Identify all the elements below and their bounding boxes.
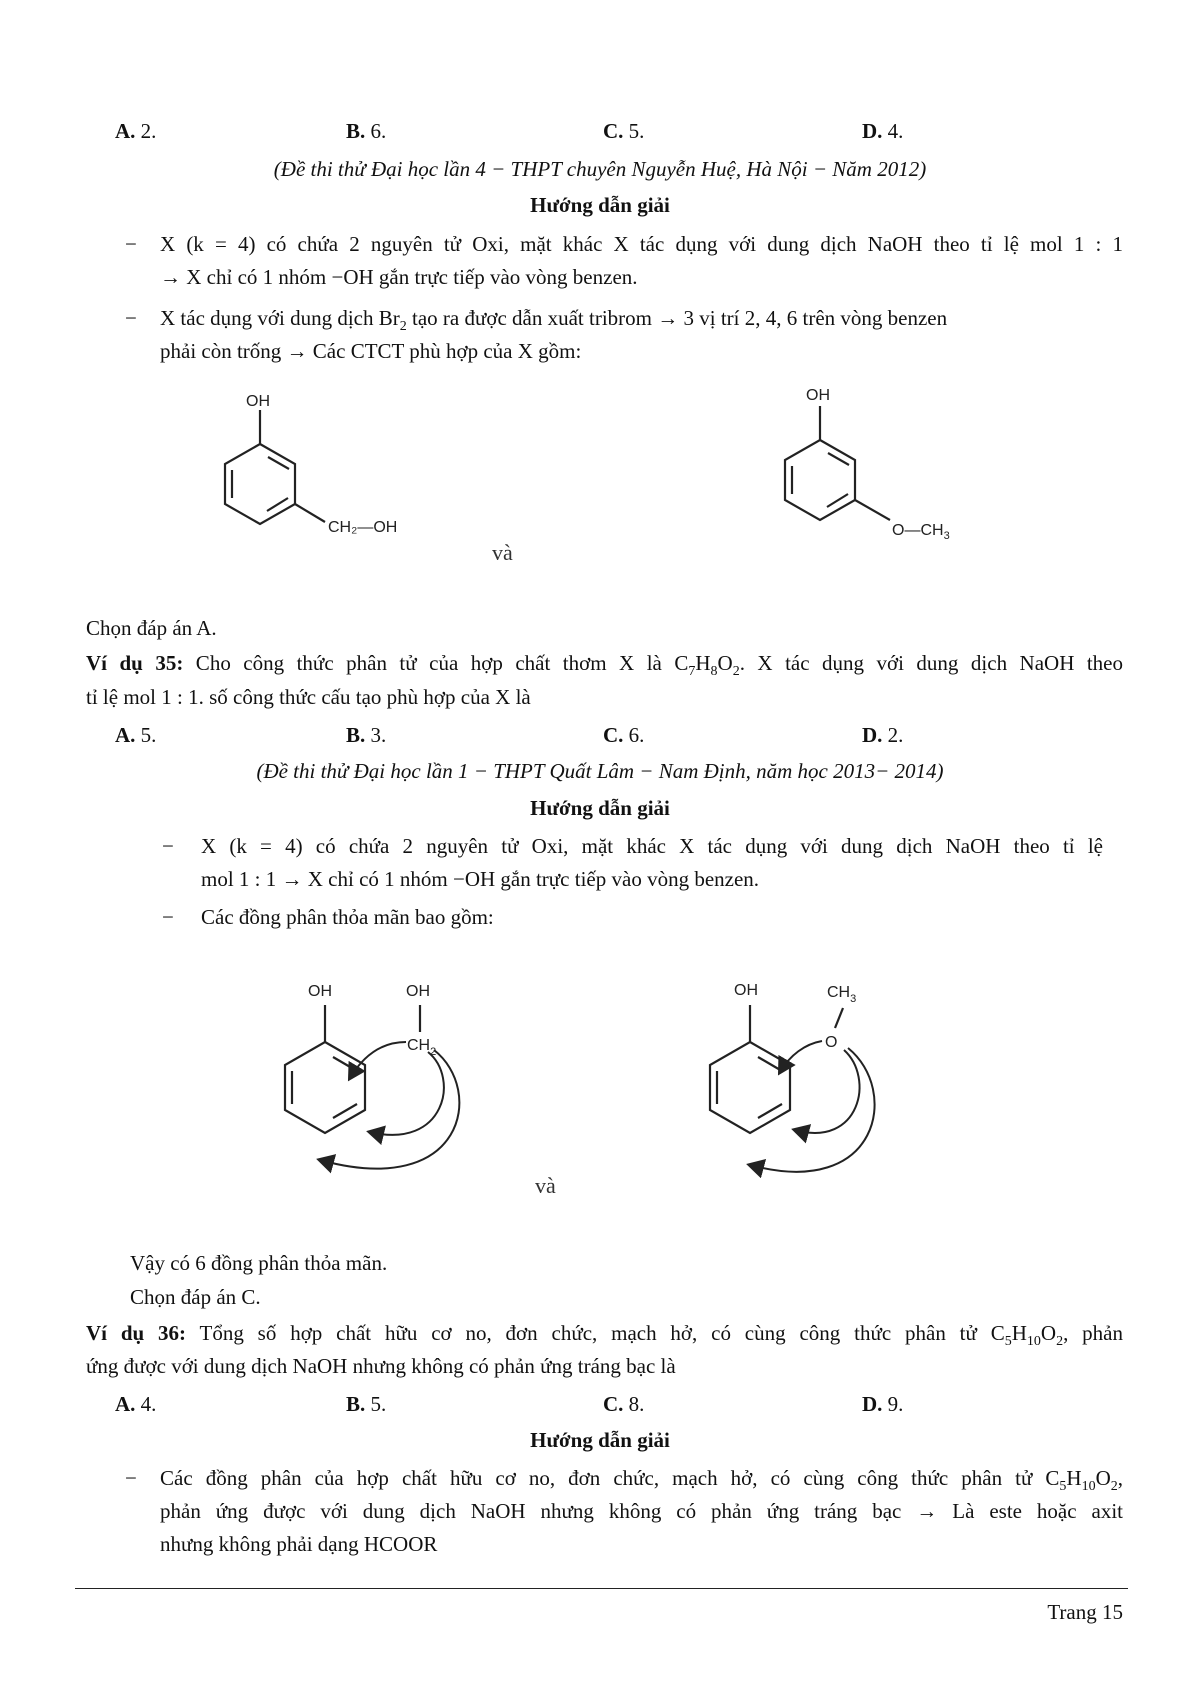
- q35-stem-line2: tỉ lệ mol 1 : 1. số công thức cấu tạo phù hợp của X là: [86, 685, 531, 709]
- q35-ch2-label: $CH_2$: [407, 1037, 437, 1058]
- q35-source: (Đề thi thử Đại học lần 1 − THPT Quất Lâm − Nam Định, năm học 2013− 2014): [256, 759, 944, 783]
- q35-oh-label-c: OH: [734, 982, 758, 999]
- q34-option-d: D. 4.: [862, 119, 904, 143]
- structure-methoxyphenol-positions: [710, 1005, 843, 1133]
- q35-option-a: A. 5.: [115, 723, 157, 747]
- bullet-dash: −: [162, 834, 174, 858]
- q34-och3-label: $O—CH_3$: [892, 522, 950, 542]
- q35-stem-line1: Ví dụ 35: Cho công thức phân tử của hợp chất thơm X là $C_7H_8O_2$. X tác dụng với dung dịch NaOH theo: [86, 651, 1123, 680]
- q35-conclusion: Vậy có 6 đồng phân thỏa mãn.: [130, 1251, 388, 1275]
- q34-b2-line2: phải còn trống → Các CTCT phù hợp của X gồm:: [160, 339, 582, 363]
- structure-hydroxymethylphenol-positions: [285, 1005, 420, 1133]
- q35-b2: Các đồng phân thỏa mãn bao gồm:: [201, 905, 494, 929]
- q36-stem-line1: Ví dụ 36: Tổng số hợp chất hữu cơ no, đơn chức, mạch hở, có cùng công thức phân tử $C_5H_{10}O_2$, phản: [86, 1321, 1123, 1350]
- q36-stem-line2: ứng được với dung dịch NaOH nhưng không có phản ứng tráng bạc là: [86, 1354, 676, 1378]
- q35-structures-figure: [260, 960, 980, 1220]
- bullet-dash: −: [162, 905, 174, 929]
- q36-b1-line1: Các đồng phân của hợp chất hữu cơ no, đơn chức, mạch hở, có cùng công thức phân tử $C_5H_{10}O_2$,: [160, 1466, 1123, 1495]
- q35-va-label: và: [535, 1173, 556, 1198]
- q35-option-d: D. 2.: [862, 723, 904, 747]
- q34-option-b: B. 6.: [346, 119, 387, 143]
- bullet-dash: −: [125, 1466, 137, 1490]
- q34-ch2oh-label: CH₂—OH: [328, 519, 398, 536]
- q35-heading: Hướng dẫn giải: [530, 796, 670, 820]
- q34-source: (Đề thi thử Đại học lần 4 − THPT chuyên Nguyễn Huệ, Hà Nội − Năm 2012): [273, 157, 927, 181]
- q35-b1-line1: X (k = 4) có chứa 2 nguyên tử Oxi, mặt khác X tác dụng với dung dịch NaOH theo tỉ lệ: [201, 834, 1103, 858]
- q36-option-c: C. 8.: [603, 1392, 645, 1416]
- q35-answer: Chọn đáp án C.: [130, 1285, 261, 1309]
- q34-answer: Chọn đáp án A.: [86, 616, 217, 640]
- q34-oh-label-2: OH: [806, 387, 830, 404]
- q34-b1-line1: X (k = 4) có chứa 2 nguyên tử Oxi, mặt khác X tác dụng với dung dịch NaOH theo tỉ lệ mol 1 : 1: [160, 232, 1123, 256]
- q34-b1-line2: → X chỉ có 1 nhóm −OH gắn trực tiếp vào vòng benzen.: [160, 265, 638, 289]
- arrow-icon: [370, 1052, 444, 1135]
- q35-oh-label-a: OH: [308, 983, 332, 1000]
- q34-option-a: A. 2.: [115, 119, 157, 143]
- q34-option-c: C. 5.: [603, 119, 645, 143]
- q35-o-label: O: [825, 1034, 838, 1051]
- q34-heading: Hướng dẫn giải: [530, 193, 670, 217]
- q34-b2-line1: X tác dụng với dung dịch $Br_2$ tạo ra được dẫn xuất tribrom → 3 vị trí 2, 4, 6 trên vòng benzen: [160, 306, 948, 335]
- q36-option-b: B. 5.: [346, 1392, 387, 1416]
- q36-heading: Hướng dẫn giải: [530, 1428, 670, 1452]
- page-number: Trang 15: [1047, 1600, 1123, 1624]
- q35-option-b: B. 3.: [346, 723, 387, 747]
- q36-b1-line3: nhưng không phải dạng HCOOR: [160, 1532, 438, 1556]
- q34-structures-figure: [180, 378, 1050, 598]
- footer-rule: [75, 1588, 1128, 1589]
- bullet-dash: −: [125, 306, 137, 330]
- q35-option-c: C. 6.: [603, 723, 645, 747]
- arrow-icon: [780, 1041, 822, 1072]
- q36-option-d: D. 9.: [862, 1392, 904, 1416]
- q34-oh-label-1: OH: [246, 393, 270, 410]
- q34-va-label: và: [492, 540, 513, 565]
- q36-b1-line2: phản ứng được với dung dịch NaOH nhưng không có phản ứng tráng bạc → Là este hoặc axit: [160, 1499, 1123, 1523]
- q35-b1-line2: mol 1 : 1 → X chỉ có 1 nhóm −OH gắn trực tiếp vào vòng benzen.: [201, 867, 760, 891]
- bullet-dash: −: [125, 232, 137, 256]
- arrow-icon: [795, 1050, 860, 1133]
- structure-methoxyphenol: [785, 406, 890, 520]
- q36-option-a: A. 4.: [115, 1392, 157, 1416]
- q35-oh-label-b: OH: [406, 983, 430, 1000]
- structure-hydroxymethylphenol: [225, 410, 325, 524]
- q35-ch3-label: $CH_3$: [827, 984, 857, 1005]
